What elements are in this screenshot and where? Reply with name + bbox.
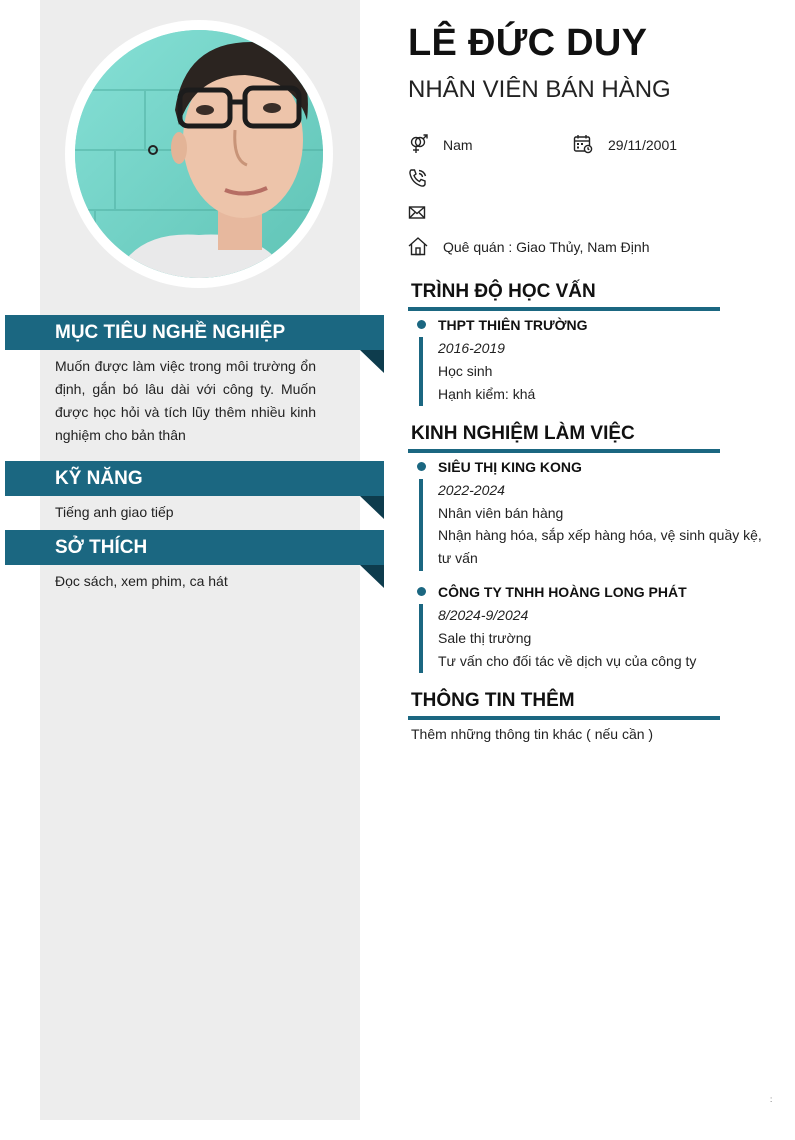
education-heading: TRÌNH ĐỘ HỌC VẤN: [411, 281, 596, 302]
avatar: [75, 30, 323, 278]
candidate-name: LÊ ĐỨC DUY: [408, 22, 648, 64]
gender-value: Nam: [443, 137, 473, 153]
footer-mark: :: [770, 1095, 773, 1104]
hobbies-ribbon-fold: [360, 565, 384, 588]
objective-heading: MỤC TIÊU NGHỀ NGHIỆP: [5, 315, 384, 350]
objective-ribbon-fold: [360, 350, 384, 373]
education-detail: Hạnh kiểm: khá: [438, 386, 536, 402]
hobbies-text: Đọc sách, xem phim, ca hát: [55, 573, 228, 589]
experience-detail: Nhận hàng hóa, sắp xếp hàng hóa, vệ sinh quầy kệ, tư vấn: [438, 527, 762, 566]
experience-company: CÔNG TY TNHH HOÀNG LONG PHÁT: [438, 584, 687, 600]
skills-heading: KỸ NĂNG: [5, 461, 384, 496]
experience-underline: [408, 449, 720, 453]
extra-heading: THÔNG TIN THÊM: [411, 690, 575, 711]
timeline-line: [419, 604, 423, 673]
timeline-line: [419, 479, 423, 571]
calendar-icon: [573, 134, 593, 154]
dob-value: 29/11/2001: [608, 137, 678, 153]
education-school: THPT THIÊN TRƯỜNG: [438, 317, 588, 333]
experience-period: 8/2024-9/2024: [438, 607, 529, 623]
home-icon: [408, 236, 428, 256]
timeline-dot: [417, 320, 426, 329]
job-title: NHÂN VIÊN BÁN HÀNG: [408, 76, 671, 103]
timeline-line: [419, 337, 423, 406]
gender-icon: [408, 134, 428, 154]
education-role: Học sinh: [438, 363, 493, 379]
experience-role: Sale thị trường: [438, 630, 532, 646]
hometown-value: Quê quán : Giao Thủy, Nam Định: [443, 239, 650, 255]
experience-period: 2022-2024: [438, 482, 505, 498]
skills-ribbon-fold: [360, 496, 384, 519]
experience-role: Nhân viên bán hàng: [438, 505, 564, 521]
education-period: 2016-2019: [438, 340, 505, 356]
phone-icon: [408, 168, 428, 188]
envelope-icon: [408, 203, 428, 223]
objective-text: Muốn được làm việc trong môi trường ổn định, gắn bó lâu dài với công ty. Muốn được học hỏi và tích lũy thêm nhiều kinh nghiệm cho bản thân: [55, 358, 316, 443]
timeline-dot: [417, 587, 426, 596]
skills-text: Tiếng anh giao tiếp: [55, 504, 174, 520]
hobbies-heading: SỞ THÍCH: [5, 530, 384, 565]
timeline-dot: [417, 462, 426, 471]
experience-company: SIÊU THỊ KING KONG: [438, 459, 582, 475]
experience-detail: Tư vấn cho đối tác về dịch vụ của công ty: [438, 653, 697, 669]
extra-underline: [408, 716, 720, 720]
education-underline: [408, 307, 720, 311]
experience-heading: KINH NGHIỆM LÀM VIỆC: [411, 423, 635, 444]
extra-text: Thêm những thông tin khác ( nếu cần ): [411, 726, 654, 742]
